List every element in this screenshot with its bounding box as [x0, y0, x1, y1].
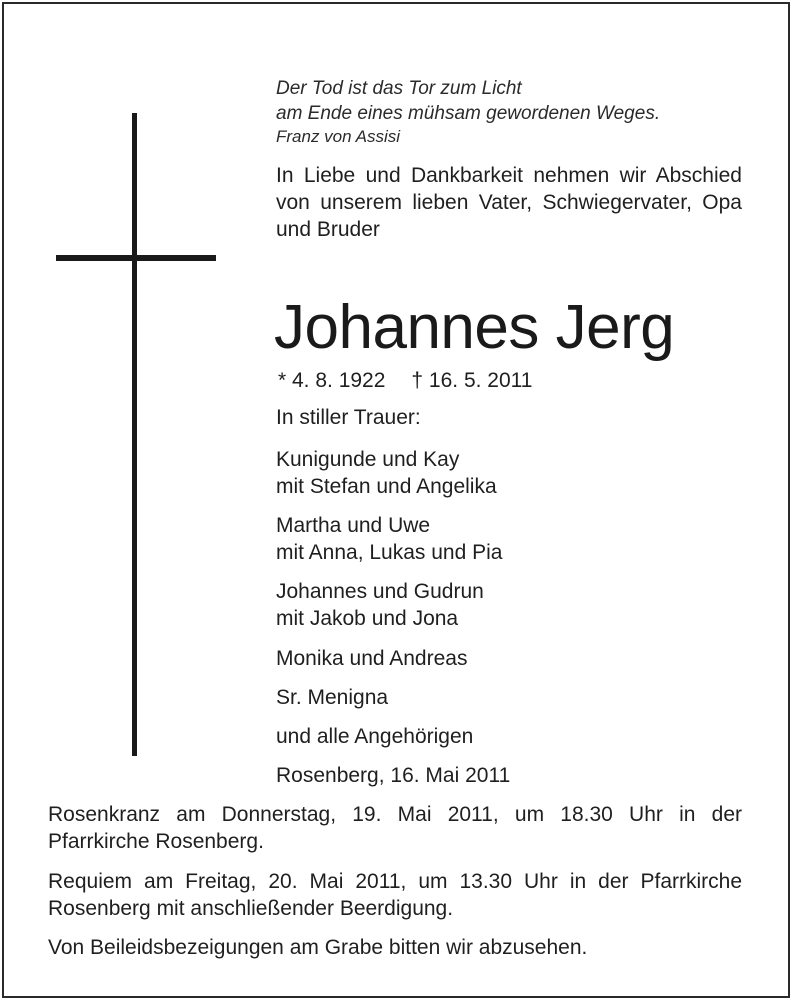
mourner-group	[276, 684, 388, 711]
intro-text: In Liebe und Dankbarkeit nehmen wir Abschied von unserem lieben Vater, Schwiegervater, Opa und Bruder	[276, 164, 742, 241]
mourner-group	[276, 512, 502, 566]
mourner-line: Monika und Andreas	[276, 647, 468, 670]
place-date: Rosenberg, 16. Mai 2011	[276, 764, 511, 787]
mourner-line: mit Jakob und Jona	[276, 607, 459, 630]
deceased-name: Johannes Jerg	[274, 293, 675, 362]
mourner-group	[276, 446, 497, 500]
motto-author: Franz von Assisi	[276, 127, 401, 146]
mourner-group	[276, 645, 467, 672]
cross-vertical-bar	[132, 113, 137, 756]
motto-line-1: Der Tod ist das Tor zum Licht	[276, 78, 522, 99]
mourner-line: Johannes und Gudrun	[276, 580, 484, 603]
motto-quote	[276, 76, 660, 148]
mourner-line: Sr. Menigna	[276, 686, 389, 709]
mourner-line: mit Stefan und Angelika	[276, 475, 497, 498]
birth-date: * 4. 8. 1922	[278, 369, 386, 392]
requiem-info: Requiem am Freitag, 20. Mai 2011, um 13.30 Uhr in der Pfarrkirche Rosenberg mit anschließender Beerdigung.	[48, 870, 742, 920]
cross-horizontal-bar	[56, 255, 216, 261]
mourner-group	[276, 723, 473, 750]
condolence-note: Von Beileidsbezeigungen am Grabe bitten wir abzusehen.	[48, 936, 588, 959]
death-date: † 16. 5. 2011	[411, 369, 533, 392]
rosary-info: Rosenkranz am Donnerstag, 19. Mai 2011, um 18.30 Uhr in der Pfarrkirche Rosenberg.	[48, 803, 742, 853]
life-dates	[278, 367, 532, 394]
mourner-line: mit Anna, Lukas und Pia	[276, 541, 503, 564]
mourner-group	[276, 578, 484, 632]
mourner-line: Martha und Uwe	[276, 514, 431, 537]
mourner-line: Kunigunde und Kay	[276, 448, 460, 471]
motto-line-2: am Ende eines mühsam gewordenen Weges.	[276, 103, 661, 124]
mourner-line: und alle Angehörigen	[276, 725, 474, 748]
mourners-heading: In stiller Trauer:	[276, 406, 421, 429]
